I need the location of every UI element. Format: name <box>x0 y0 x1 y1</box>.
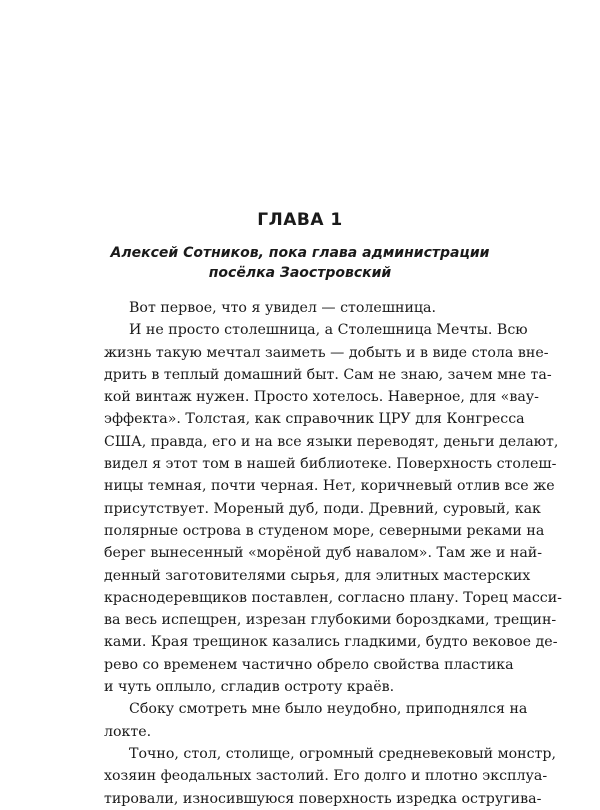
subtitle-line: посёлка Заостровский <box>208 265 392 281</box>
text-line: Точно, стол, столище, огромный средневековый монстр, <box>129 745 556 762</box>
text-line: ва весь испещрен, изрезан глубокими бороздками, трещин- <box>104 612 557 629</box>
text-line: тировали, износившуюся поверхность изредка остругива- <box>104 790 542 807</box>
chapter-subtitle <box>0 243 600 283</box>
chapter-title: ГЛАВА 1 <box>257 210 343 230</box>
text-line: полярные острова в студеном море, северными реками на <box>104 522 545 539</box>
subtitle-line: Алексей Сотников, пока глава администрации <box>110 245 490 261</box>
text-line: хозяин феодальных застолий. Его долго и плотно эксплуа- <box>104 768 548 785</box>
text-line: денный заготовителями сырья, для элитных мастерских <box>104 567 531 584</box>
text-line: жизнь такую мечтал заиметь — добыть и в виде стола вне- <box>104 344 549 361</box>
text-line: присутствует. Мореный дуб, поди. Древний, суровый, как <box>104 500 541 517</box>
text-line: дрить в теплый домашний быт. Сам не знаю, зачем мне та- <box>104 366 552 383</box>
text-line: берег вынесенный «морёной дуб навалом». Там же и най- <box>104 545 543 562</box>
text-line: США, правда, его и на все языки переводят, деньги делают, <box>104 433 559 450</box>
text-line: ками. Края трещинок казались гладкими, будто вековое де- <box>104 634 558 651</box>
text-line: ницы темная, почти черная. Нет, коричневый отлив все же <box>104 478 555 495</box>
text-line: локте. <box>104 723 152 740</box>
body-text <box>104 297 562 810</box>
text-line: эффекта». Толстая, как справочник ЦРУ для Конгресса <box>104 411 525 428</box>
text-line: видел я этот том в нашей библиотеке. Поверхность столеш- <box>104 456 557 473</box>
text-line: Сбоку смотреть мне было неудобно, приподнялся на <box>129 701 528 718</box>
text-line: Вот первое, что я увидел — столешница. <box>129 300 437 316</box>
text-line: и чуть оплыло, сгладив остроту краёв. <box>104 679 395 696</box>
text-line: рево со временем частично обрело свойства пластика <box>104 656 514 673</box>
text-line: кой винтаж нужен. Просто хотелось. Наверное, для «вау- <box>104 389 539 406</box>
text-line: краснодеревщиков поставлен, согласно плану. Торец масси- <box>104 589 562 606</box>
text-line: И не просто столешница, а Столешница Мечты. Всю <box>129 322 528 339</box>
